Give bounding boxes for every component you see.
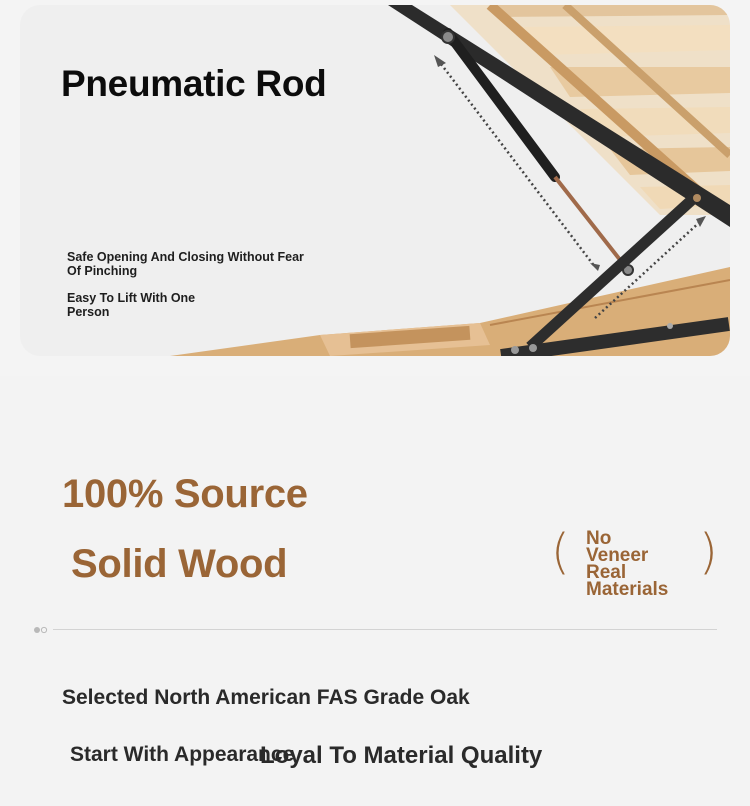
right-paren-icon: ) xyxy=(699,524,718,580)
arrow-head-right xyxy=(696,216,706,227)
note-item: No xyxy=(586,528,612,549)
detail-line-1: Selected North American FAS Grade Oak xyxy=(62,686,470,709)
material-section xyxy=(0,376,750,806)
divider xyxy=(53,629,717,630)
hero-card xyxy=(20,5,730,356)
note-item: Materials xyxy=(586,579,669,600)
feature-title: Pneumatic Rod xyxy=(61,63,327,104)
feature-point-easy-lift: Easy To Lift With One Person xyxy=(67,291,196,319)
note-item: Veneer xyxy=(586,545,649,566)
detail-line-2: Start With Appearance xyxy=(70,743,295,766)
arrow-head-up xyxy=(434,55,446,67)
note-item: Real xyxy=(586,562,627,583)
feature-point-safety: Safe Opening And Closing Without Fear Of Pinching xyxy=(67,250,304,278)
headline-line-2: Solid Wood xyxy=(71,542,288,586)
material-notes xyxy=(586,530,668,598)
indicator-dots-icon xyxy=(33,626,49,634)
arrow-head-down xyxy=(590,263,600,271)
detail-line-3: Loyal To Material Quality xyxy=(260,742,543,769)
headline-line-1: 100% Source xyxy=(62,472,308,516)
left-paren-icon: ( xyxy=(551,524,570,580)
